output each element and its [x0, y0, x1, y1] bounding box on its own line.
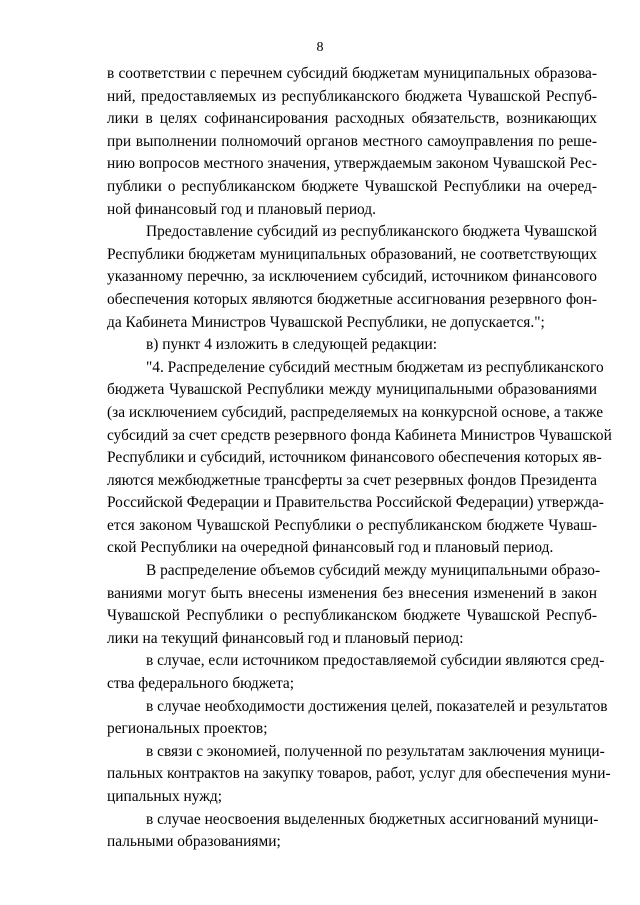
- text-line: субсидий за счет средств резервного фонда Кабинета Министров Чувашской: [107, 426, 612, 444]
- text-line: ется законом Чувашской Республики о республиканском бюджете Чуваш-: [107, 516, 597, 534]
- text-line: указанному перечню, за исключением субсидий, источником финансового: [107, 268, 597, 286]
- paragraph: [107, 650, 605, 695]
- text-line: региональных проектов;: [107, 720, 268, 738]
- text-line: Республики бюджетам муниципальных образований, не соответствующих: [107, 245, 597, 263]
- text-line: в случае неосвоения выделенных бюджетных ассигнований муници-: [146, 810, 599, 828]
- text-line: лики в целях софинансирования расходных обязательств, возникающих: [107, 110, 597, 128]
- page-number: 8: [316, 40, 324, 55]
- text-line: в связи с экономией, полученной по результатам заключения муници-: [146, 742, 605, 760]
- text-line: ной финансовый год и плановый период.: [107, 200, 376, 218]
- text-line: да Кабинета Министров Чувашской Республики, не допускается.";: [107, 313, 545, 331]
- text-line: ской Республики на очередной финансовый год и плановый период.: [107, 539, 554, 557]
- text-line: пальными образованиями;: [107, 833, 281, 851]
- paragraph: [107, 221, 597, 334]
- text-line: нию вопросов местного значения, утверждаемым законом Чувашской Рес-: [107, 155, 597, 173]
- text-line: бюджета Чувашской Республики между муниципальными образованиями: [107, 381, 597, 399]
- paragraph: [107, 357, 612, 560]
- text-line: ний, предоставляемых из республиканского бюджета Чувашской Респуб-: [107, 87, 597, 105]
- text-line: (за исключением субсидий, распределяемых на конкурсной основе, а также: [107, 403, 604, 421]
- paragraph: [107, 741, 611, 809]
- text-line: В распределение объемов субсидий между муниципальными образо-: [146, 562, 601, 580]
- text-line: при выполнении полномочий органов местного самоуправления по реше-: [107, 132, 597, 150]
- text-line: в) пункт 4 изложить в следующей редакции:: [146, 336, 438, 354]
- text-line: ваниями могут быть внесены изменения без внесения изменений в закон: [107, 584, 597, 602]
- text-line: в случае, если источником предоставляемой субсидии являются сред-: [146, 652, 605, 670]
- text-line: ства федерального бюджета;: [107, 675, 294, 693]
- text-line: лики на текущий финансовый год и плановый период:: [107, 629, 464, 647]
- text-line: пальных контрактов на закупку товаров, работ, услуг для обеспечения муни-: [107, 765, 611, 783]
- text-line: ляются межбюджетные трансферты за счет резервных фондов Президента: [107, 471, 597, 489]
- text-line: публики о республиканском бюджете Чувашской Республики на очеред-: [107, 177, 597, 195]
- paragraph: [107, 334, 597, 357]
- document-body: [107, 63, 612, 854]
- text-line: Предоставление субсидий из республиканского бюджета Чувашской: [146, 223, 597, 241]
- text-line: Чувашской Республики о республиканском бюджете Чувашской Респуб-: [107, 607, 597, 625]
- text-line: Российской Федерации и Правительства Российской Федерации) утвержда-: [107, 494, 604, 512]
- text-line: в соответствии с перечнем субсидий бюджетам муниципальных образова-: [107, 65, 597, 82]
- paragraph: [107, 696, 608, 741]
- text-line: "4. Распределение субсидий местным бюджетам из республиканского: [146, 358, 604, 376]
- text-line: Республики и субсидий, источником финансового обеспечения которых яв-: [107, 449, 602, 467]
- paragraph: [107, 809, 597, 854]
- text-line: обеспечения которых являются бюджетные ассигнования резервного фон-: [107, 290, 597, 308]
- paragraph: [107, 63, 597, 221]
- text-line: ципальных нужд;: [107, 788, 222, 805]
- paragraph: [107, 560, 601, 650]
- text-line: в случае необходимости достижения целей, показателей и результатов: [146, 697, 608, 715]
